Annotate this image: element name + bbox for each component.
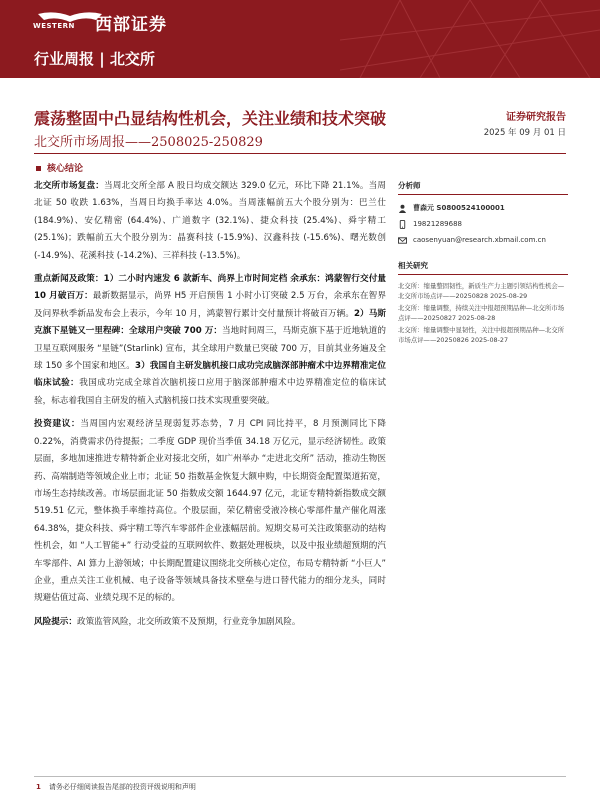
- logo-cn: 西部证券: [95, 15, 167, 35]
- person-icon: [398, 204, 407, 213]
- logo-en: WESTERN: [33, 22, 75, 30]
- analyst-name: 曹森元 S0800524100001: [413, 204, 505, 212]
- header-pattern: [340, 0, 600, 78]
- news-text-1: 最新数据显示，尚界 H5 开启预售 1 小时小订突破 2.5 万台，余承东在智界及问界秋季新品发布会上表示，今年 10 月，鸿蒙智行累计交付量预计将破百万辆。: [34, 291, 386, 319]
- analyst-phone: 19821289688: [413, 220, 462, 228]
- risk-text: 政策监管风险，北交所政策不及预期，行业竞争加剧风险。: [76, 616, 301, 627]
- report-header: [0, 0, 600, 78]
- report-subtitle: 北交所市场周报——2508025-250829: [34, 135, 263, 150]
- report-category: 行业周报 | 北交所: [34, 50, 155, 68]
- news-text-2: 当地时间周三，马斯克旗下基于近地轨道的卫星互联网服务 “星链”(Starlink) 宣布，其全球用户数量已突破 700 万，目前其业务遍及全球 150 多个国家和地区。: [34, 326, 386, 372]
- paragraph-investment: [34, 416, 386, 607]
- footer: [36, 782, 196, 792]
- news-text-3: 我国成功完成全球首次脑机接口应用于脑深部肿瘤术中边界精准定位的临床试验，标志着我国自主研发的植入式脑机接口技术实现重要突破。: [34, 378, 386, 406]
- analyst-email[interactable]: caosenyuan@research.xbmail.com.cn: [413, 236, 546, 244]
- related-heading: 相关研究: [398, 260, 568, 275]
- investment-label: 投资建议：: [34, 419, 81, 430]
- market-review-text: 当周北交所全部 A 股日均成交额达 329.0 亿元，环比下降 21.1%。当周北证 50 收跌 1.63%，当周日均换手率达 4.0%。当周涨幅前五大个股分别为：巴兰仕 (184.9%)、安亿精密 (64.4%)、广道数字 (32.1%)、捷众科技 (25.4%)、舜宇精工 (25.1%)；跌幅前五大个股分别为：晶赛科技 (-15.9%)、汉鑫科技 (-15.6%)、曙光数创 (-14.9%)、花溪科技 (-14.2%)、三祥科技 (-13.5%)。: [34, 181, 386, 261]
- section-divider: [34, 153, 566, 154]
- news-label: 重点新闻及政策：1）二小时内速发 6 款新车、尚界上市时间定档 余承东：鸿蒙智行交付量 10 月破百万：: [34, 274, 386, 302]
- related-item[interactable]: 北交所：缩量调整中显韧性，关注中报超预期品种—北交所市场点评——20250826 2025-08-27: [398, 326, 565, 344]
- paragraph-market-review: [34, 178, 386, 265]
- core-heading-text: 核心结论: [47, 164, 84, 174]
- paragraph-risk: [34, 614, 386, 631]
- investment-text: 当周国内宏观经济呈现弱复苏态势，7 月 CPI 同比持平，8 月预测同比下降 0.22%，消费需求仍待提振；二季度 GDP 现价当季值 34.18 万亿元，显示经济韧性。政策层面，多地加速推进专精特新企业对接北交所，如广州举办 “走进北交所” 活动，推动生物医药、高端制造等领域企业上市；北证 50 指数基金恢复大额申购，中长期资金配置渠道拓宽，市场生态持续改善。市场层面北证 50 指数成交额 1644.97 亿元，北证专精特新指数成交额 519.51 亿元，整体换手率维持高位。个股层面，荣亿精密受液冷核心零部件量产催化周涨 64.38%，捷众科技、舜宇精工等汽车零部件企业涨幅居前。短期交易可关注政策驱动的结构性机会，如 “人工智能+” 行动受益的互联网软件、数据处理板块，以及中报业绩超预期的汽车零部件、AI 算力上游领域；中长期配置建议围绕北交所核心定位，布局专精特新 “小巨人” 企业，重点关注工业机械、电子设备等领域具备技术壁垒与进口替代能力的细分龙头，同时规避估值过高、业绩兑现不足的标的。: [34, 419, 386, 604]
- related-item[interactable]: 北交所：缩量调整，持续关注中报超预期品种—北交所市场点评——20250827 2025-08-28: [398, 304, 565, 322]
- page-number: 1: [36, 783, 41, 791]
- phone-row: [398, 219, 568, 230]
- email-icon: [398, 236, 407, 245]
- email-row: [398, 235, 568, 246]
- footer-disclaimer: 请务必仔细阅读报告尾部的投资评级说明和声明: [48, 783, 196, 791]
- report-date: 2025 年 09 月 01 日: [483, 128, 566, 138]
- analyst-heading: 分析师: [398, 180, 568, 195]
- news-label-2: 2）马斯克旗下星链又一里程碑：全球用户突破 700 万：: [34, 308, 386, 337]
- related-item[interactable]: 北交所：缩量整固韧性，新质生产力主题引领结构性机会—北交所市场点评——20250828 2025-08-29: [398, 282, 565, 300]
- analyst-name-row: [398, 203, 568, 214]
- phone-icon: [398, 220, 407, 229]
- sidebar: [398, 180, 568, 347]
- risk-label: 风险提示：: [34, 616, 77, 627]
- main-content: [34, 178, 386, 637]
- footer-divider: [34, 776, 566, 777]
- market-review-label: 北交所市场复盘：: [34, 181, 104, 191]
- report-title: 震荡整固中凸显结构性机会，关注业绩和技术突破: [34, 109, 387, 128]
- report-type: 证券研究报告: [506, 112, 566, 123]
- news-label-3: 3）我国自主研发脑机接口成功完成脑深部肿瘤术中边界精准定位临床试验：: [34, 361, 386, 389]
- core-heading: [36, 161, 83, 174]
- bullet-icon: [36, 166, 41, 171]
- paragraph-news: [34, 271, 386, 410]
